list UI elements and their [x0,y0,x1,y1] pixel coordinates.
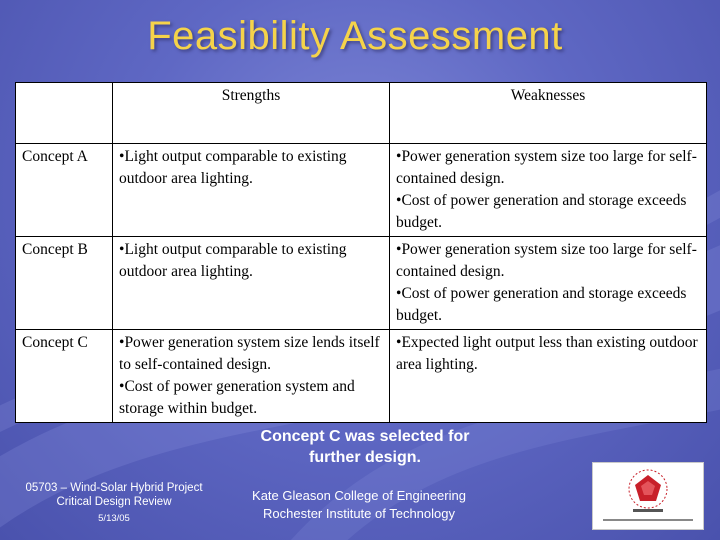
slide-title: Feasibility Assessment [147,14,563,58]
strength-item: • Cost of power generation system and storage within budget. [119,376,383,420]
presentation-date: 5/13/05 [98,513,130,524]
table-header-row [16,83,707,144]
weaknesses-cell [390,144,707,237]
table-row [16,237,707,330]
feasibility-table [15,82,707,423]
header-cell-weaknesses: Weaknesses [390,83,707,144]
footer-institution [230,487,488,523]
footer-project-info [14,481,214,529]
institute-name: Rochester Institute of Technology [263,506,455,521]
strength-item: • Power generation system size lends itself to self-contained design. [119,332,383,376]
weakness-item: • Power generation system size too large for self-contained design. [396,239,700,283]
strengths-cell [113,144,390,237]
table-row [16,144,707,237]
project-title: 05703 – Wind-Solar Hybrid Project [25,482,203,494]
weaknesses-cell [390,330,707,423]
concept-cell: Concept C [16,330,113,423]
senior-design-logo [592,462,704,530]
weaknesses-cell [390,237,707,330]
pentagon-logo-icon [593,463,703,529]
conclusion-line-1: Concept C was selected for [260,428,470,445]
concept-cell: Concept A [16,144,113,237]
review-title: Critical Design Review [56,496,172,508]
conclusion-line-2: further design. [308,449,421,466]
strength-item: • Light output comparable to existing outdoor area lighting. [119,239,383,283]
weakness-item: • Cost of power generation and storage exceeds budget. [396,283,700,327]
weakness-item: • Power generation system size too large for self-contained design. [396,146,700,190]
weakness-item: • Cost of power generation and storage exceeds budget. [396,190,700,234]
weakness-item: • Expected light output less than existing outdoor area lighting. [396,332,700,376]
strength-item: • Light output comparable to existing outdoor area lighting. [119,146,383,190]
strengths-cell [113,330,390,423]
header-cell-strengths: Strengths [113,83,390,144]
concept-cell: Concept B [16,237,113,330]
college-name: Kate Gleason College of Engineering [252,488,466,503]
strengths-cell [113,237,390,330]
table-row [16,330,707,423]
header-cell-empty [16,83,113,144]
conclusion-text [200,426,530,468]
